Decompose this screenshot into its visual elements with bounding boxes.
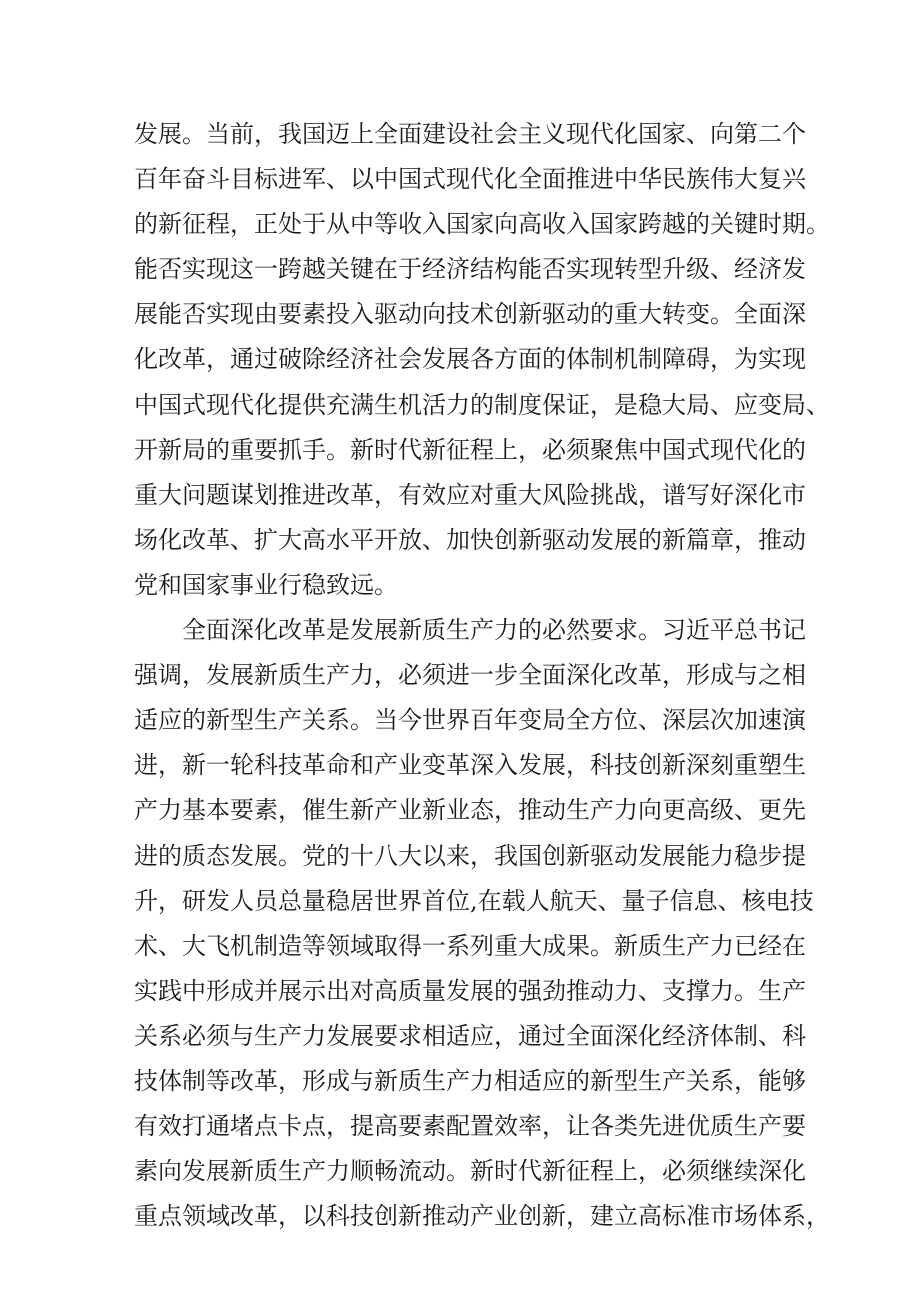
- text-line: 重大问题谋划推进改革，有效应对重大风险挑战，谱写好深化市: [134, 480, 806, 509]
- text-line: 进的质态发展。党的十八大以来，我国创新驱动发展能力稳步提: [134, 841, 806, 870]
- text-line: 化改革，通过破除经济社会发展各方面的体制机制障碍，为实现: [134, 345, 806, 374]
- document-body: [134, 112, 830, 1239]
- text-line: 党和国家事业行稳致远。: [134, 570, 398, 599]
- text-line: 产力基本要素，催生新产业新业态，推动生产力向更高级、更先: [134, 796, 806, 825]
- text-line: 适应的新型生产关系。当今世界百年变局全方位、深层次加速演: [134, 706, 806, 735]
- text-line: 进，新一轮科技革命和产业变革深入发展，科技创新深刻重塑生: [134, 751, 806, 780]
- text-line: 能否实现这一跨越关键在于经济结构能否实现转型升级、经济发: [134, 255, 806, 284]
- text-line: 强调，发展新质生产力，必须进一步全面深化改革，形成与之相: [134, 661, 806, 690]
- paragraph: [134, 608, 830, 1239]
- text-line: 场化改革、扩大高水平开放、加快创新驱动发展的新篇章，推动: [134, 525, 806, 554]
- text-line: 发展。当前，我国迈上全面建设社会主义现代化国家、向第二个: [134, 120, 806, 148]
- text-line: 全面深化改革是发展新质生产力的必然要求。习近平总书记: [182, 616, 806, 645]
- text-line: 实践中形成并展示出对高质量发展的强劲推动力、支撑力。生产: [134, 976, 806, 1005]
- text-line: 的新征程，正处于从中等收入国家向高收入国家跨越的关键时期。: [134, 210, 830, 239]
- text-line: 术、大飞机制造等领域取得一系列重大成果。新质生产力已经在: [134, 931, 806, 960]
- text-line: 重点领域改革，以科技创新推动产业创新，建立高标准市场体系，: [134, 1202, 830, 1231]
- paragraph: [134, 112, 830, 608]
- text-line: 素向发展新质生产力顺畅流动。新时代新征程上，必须继续深化: [134, 1157, 806, 1186]
- text-line: 开新局的重要抓手。新时代新征程上，必须聚焦中国式现代化的: [134, 435, 806, 464]
- text-line: 技体制等改革，形成与新质生产力相适应的新型生产关系，能够: [134, 1066, 806, 1095]
- text-line: 有效打通堵点卡点，提高要素配置效率，让各类先进优质生产要: [134, 1112, 806, 1141]
- text-line: 百年奋斗目标进军、以中国式现代化全面推进中华民族伟大复兴: [134, 165, 806, 194]
- text-line: 展能否实现由要素投入驱动向技术创新驱动的重大转变。全面深: [134, 300, 806, 329]
- text-line: 升，研发人员总量稳居世界首位,在载人航天、量子信息、核电技: [134, 886, 814, 915]
- text-line: 关系必须与生产力发展要求相适应，通过全面深化经济体制、科: [134, 1021, 806, 1050]
- text-line: 中国式现代化提供充满生机活力的制度保证，是稳大局、应变局、: [134, 390, 830, 419]
